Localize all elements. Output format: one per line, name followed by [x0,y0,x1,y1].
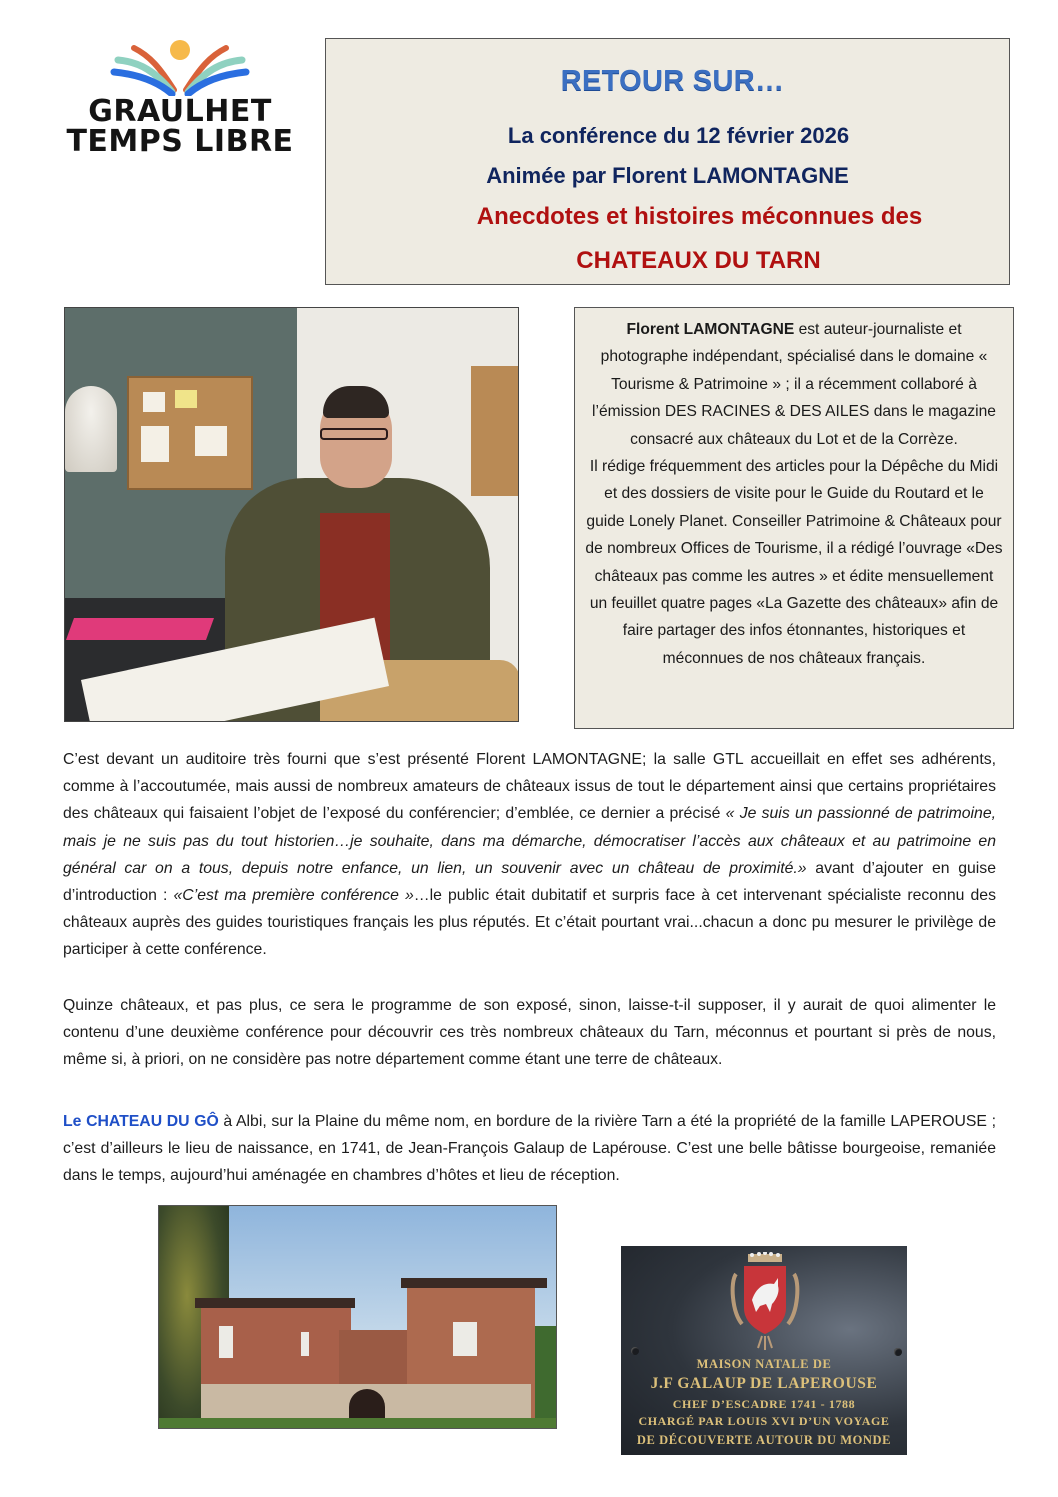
bio-text: est auteur-journaliste et photographe indépendant, spécialisé dans le domaine « Tourisme & Patrimoine » ; il a récemment collaboré à l’émission DES RACINES & DES AILES dans le magazine consacré aux châteaux du Lot et de la Corrèze. [592,321,996,448]
plaque-line-3: CHEF D’ESCADRE 1741 - 1788 [672,1397,856,1411]
plaque-bolt [894,1348,902,1356]
photo-roof [401,1278,547,1288]
photo-glasses [320,428,388,440]
chateau-du-go-photo [158,1205,557,1429]
photo-lawn [159,1418,557,1429]
plaque-line-4: CHARGÉ PAR LOUIS XVI D’UN VOYAGE [638,1414,890,1428]
graulhet-temps-libre-logo [64,38,296,158]
speaker-portrait-photo [64,307,519,722]
topic-line-2: CHATEAUX DU TARN [576,247,821,274]
plaque-line-2: J.F GALAUP DE LAPEROUSE [650,1375,878,1392]
kicker-heading: RETOUR SUR… [560,65,785,97]
article-paragraph-1 [63,746,996,964]
chateau-du-go-heading: Le CHATEAU DU GÔ [63,1113,219,1130]
logo-line-1: GRAULHET [88,94,272,129]
plaque-bolt [631,1347,639,1355]
photo-lamp [65,386,117,472]
p1-end: …le public était dubitatif et surpris face à cet intervenant spécialiste reconnu des châteaux auprès des guides touristiques français les plus réputés. Et c’était pourtant vrai...chacun a donc pu mesurer le privilège de participer à cette conférence. [63,887,996,959]
title-box [325,38,1010,285]
photo-shutter [453,1322,477,1356]
photo-note [141,426,169,462]
photo-note [195,426,227,456]
commemorative-plaque-photo [621,1246,907,1455]
speaker-bio-box [574,307,1014,729]
p3-text: à Albi, sur la Plaine du même nom, en bordure de la rivière Tarn a été la propriété de la famille LAPEROUSE ; c’est d’ailleurs le lieu de naissance, en 1741, de Jean-François Galaup de Lapérouse. C’est une belle bâtisse bourgeoise, remaniée dans le temps, aujourd’hui aménagée en chambres d’hôtes et lieu de réception. [63,1113,996,1185]
quote-1: « Je suis un passionné de patrimoine, mais je ne suis pas du tout historien…je souhaite, dans ma démarche, démocratiser l’accès aux châteaux et au patrimoine en général car on a tous, depuis notre enfance, un lien, un souvenir avec un château de proximité.» [63,805,996,877]
photo-roof [195,1298,355,1308]
coat-of-arms-horse-icon [722,1252,808,1352]
p2-text: Quinze châteaux, et pas plus, ce sera le programme de son exposé, sinon, laisse-t-il supposer, il y aurait de quoi alimenter le contenu d’une deuxième conférence pour découvrir ces très nombreux châteaux du Tarn, méconnus et pourtant si près de nous, même si, à priori, on ne considère pas notre département comme étant une terre de châteaux. [63,997,996,1069]
topic-line-1: Anecdotes et histoires méconnues des [476,203,923,230]
speaker-line: Animée par Florent LAMONTAGNE [486,163,849,188]
bio-name: Florent LAMONTAGNE [626,321,795,338]
photo-cork-board-2 [471,366,519,496]
conference-date: La conférence du 12 février 2026 [507,123,850,148]
open-book-sun-logo-icon [110,38,250,96]
p1-mid: avant d’ajouter en guise d’introduction : [63,859,996,905]
plaque-line-5: DE DÉCOUVERTE AUTOUR DU MONDE [636,1433,892,1447]
photo-folder [66,618,214,640]
p1-start: C’est devant un auditoire très fourni que s’est présenté Florent LAMONTAGNE; la salle GTL accueillait en effet ses adhérents, comme à l’accoutumée, mais aussi de nombreux amateurs de châteaux issus de tout le département ainsi que certains propriétaires des châteaux qui faisaient l’objet de l’exposé du conférencier; d’emblée, ce dernier a précisé [63,751,996,823]
photo-shutter [219,1326,233,1358]
quote-2: «C’est ma première conférence » [173,887,414,905]
article-paragraph-2 [63,992,996,1074]
logo-line-2: TEMPS LIBRE [66,124,294,159]
plaque-line-1: MAISON NATALE DE [696,1357,832,1371]
photo-note [143,392,165,412]
photo-shutter [301,1332,309,1356]
photo-note [175,390,197,408]
bio-paragraph-2: Il rédige fréquemment des articles pour la Dépêche du Midi et des dossiers de visite pour le Guide du Routard et le guide Lonely Planet. Conseiller Patrimoine & Châteaux pour de nombreux Offices de Tourisme, il a rédigé l’ouvrage «Des châteaux pas comme les autres » et édite mensuellement un feuillet quatre pages «La Gazette des châteaux» afin de faire partager des infos étonnantes, historiques et méconnues de nos châteaux français. [585,458,1003,667]
article-paragraph-3 [63,1108,996,1190]
